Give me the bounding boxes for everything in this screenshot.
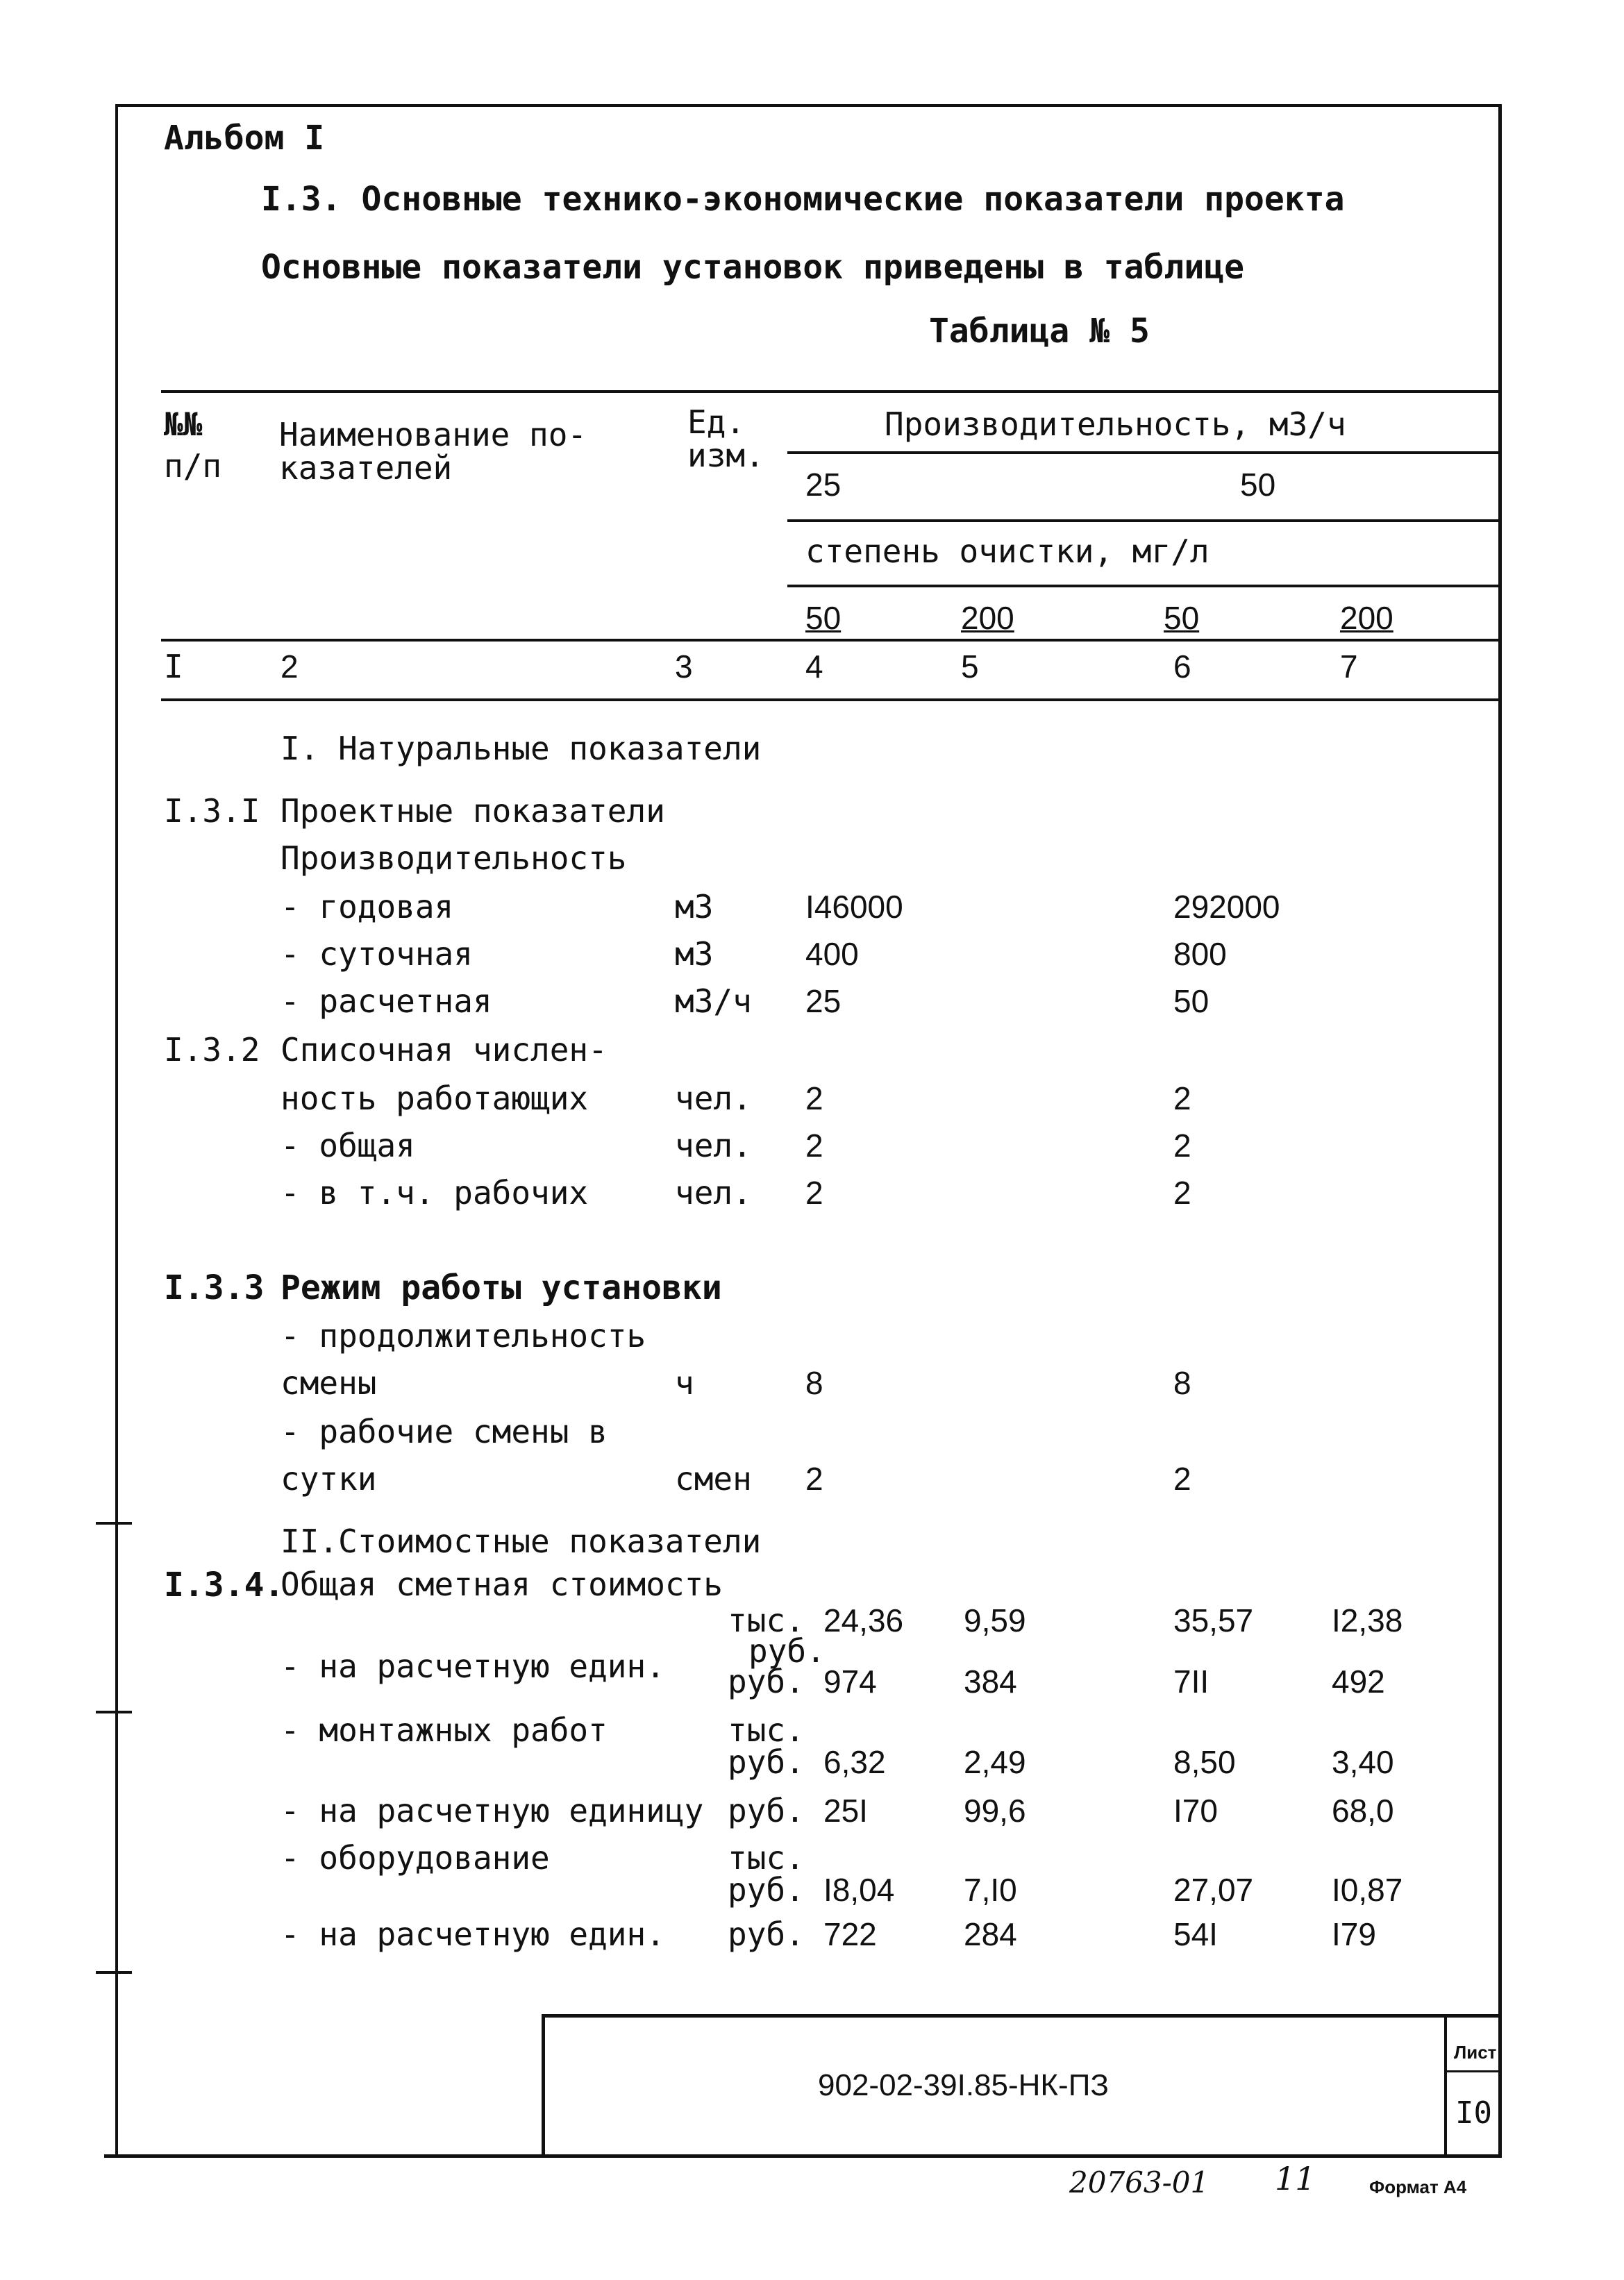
col-name-header: Наименование по- <box>279 416 587 453</box>
install-v4: 3,40 <box>1332 1744 1394 1780</box>
install-unit-b: руб. <box>728 1743 805 1781</box>
col-name-header-2: казателей <box>279 449 453 487</box>
equip-unit-v4: I79 <box>1332 1916 1376 1952</box>
degree-bottom-rule <box>787 585 1498 587</box>
colnum-6: 6 <box>1173 648 1191 685</box>
unit-cost-v4: 492 <box>1332 1663 1385 1700</box>
equip-unit-unit: руб. <box>728 1916 805 1953</box>
frame-right <box>1498 104 1502 2158</box>
equip-unit-name: - на расчетную един. <box>281 1916 665 1953</box>
album-label: Альбом I <box>164 119 325 158</box>
shift-duration-b: смены <box>281 1364 377 1402</box>
productivity-header: Производительность, м3/ч <box>885 405 1346 443</box>
install-unit-v1: 25I <box>823 1793 868 1829</box>
equip-unit-v1: 722 <box>823 1916 877 1952</box>
section-natural: I. Натуральные показатели <box>281 730 762 767</box>
install-unit-unit: руб. <box>728 1792 805 1829</box>
col-num-header: №№ <box>164 405 203 443</box>
inventory-number: 20763-01 <box>1069 2165 1209 2199</box>
degree-200-a: 200 <box>961 600 1014 636</box>
shifts-a: - рабочие смены в <box>281 1413 608 1450</box>
degree-top-rule <box>787 519 1498 522</box>
binding-tick <box>96 1971 132 1974</box>
table-label: Таблица № 5 <box>929 312 1150 351</box>
row-name-132-a: Списочная числен- <box>281 1031 608 1068</box>
prod-25: 25 <box>805 467 842 503</box>
install-unit-name: - на расчетную единицу <box>281 1792 704 1829</box>
row-132-v2: 2 <box>1173 1080 1191 1116</box>
equip-v2: 7,I0 <box>964 1872 1017 1908</box>
doc-code: 902-02-39I.85-НК-ПЗ <box>818 2068 1109 2102</box>
unit-cost-unit: руб. <box>728 1663 805 1700</box>
stamp-left <box>542 2014 545 2157</box>
equip-v4: I0,87 <box>1332 1872 1403 1908</box>
shift-duration-unit: ч <box>675 1364 694 1402</box>
sheet-number: I0 <box>1455 2095 1492 2131</box>
frame-bottom <box>104 2154 1501 2158</box>
calc-unit: м3/ч <box>675 982 752 1020</box>
equip-name: - оборудование <box>281 1839 550 1877</box>
install-unit-v3: I70 <box>1173 1793 1218 1829</box>
degree-50-b: 50 <box>1164 600 1200 636</box>
stamp-sheet-rule <box>1444 2070 1500 2072</box>
colnum-3: 3 <box>675 648 693 685</box>
colnum-1: I <box>164 648 183 685</box>
col-unit-header: Ед. <box>687 403 746 441</box>
equip-unit-v2: 284 <box>964 1916 1017 1952</box>
degree-200-b: 200 <box>1340 600 1393 636</box>
daily-unit: м3 <box>675 935 714 973</box>
shifts-v2: 2 <box>1173 1461 1191 1497</box>
row-num-131: I.3.I <box>164 792 260 830</box>
equip-unit-b: руб. <box>728 1871 805 1909</box>
annual-v1: I46000 <box>805 889 903 925</box>
colnum-7: 7 <box>1340 648 1358 685</box>
colnum-5: 5 <box>961 648 979 685</box>
shift-duration-v1: 8 <box>805 1365 823 1401</box>
sheet-label: Лист <box>1454 2042 1497 2063</box>
total-name: - общая <box>281 1127 415 1164</box>
workers-unit: чел. <box>675 1174 752 1212</box>
workers-name: - в т.ч. рабочих <box>281 1174 589 1212</box>
daily-v1: 400 <box>805 936 859 972</box>
row-name-132-b: ность работающих <box>281 1080 589 1117</box>
install-v2: 2,49 <box>964 1744 1026 1780</box>
prod-50: 50 <box>1240 467 1276 503</box>
cost-v2: 9,59 <box>964 1602 1026 1638</box>
page-mark: 11 <box>1275 2160 1316 2197</box>
equip-v3: 27,07 <box>1173 1872 1254 1908</box>
daily-name: - суточная <box>281 935 473 973</box>
total-unit: чел. <box>675 1127 752 1164</box>
cost-unit-b: руб. <box>748 1632 826 1670</box>
colnum-2: 2 <box>281 648 299 685</box>
annual-name: - годовая <box>281 888 454 925</box>
frame-top <box>115 104 1501 107</box>
shifts-unit: смен <box>675 1460 752 1498</box>
col-unit-header-2: изм. <box>687 437 764 474</box>
colnum-bottom-rule <box>161 698 1498 701</box>
row-name-131: Проектные показатели <box>281 792 665 830</box>
head-bottom-rule <box>161 639 1498 642</box>
equip-unit-a: тыс. <box>728 1839 805 1877</box>
prod-label: Производительность <box>281 839 627 877</box>
unit-cost-v1: 974 <box>823 1663 877 1700</box>
unit-cost-v3: 7II <box>1173 1663 1209 1700</box>
shifts-v1: 2 <box>805 1461 823 1497</box>
row-132-v1: 2 <box>805 1080 823 1116</box>
row-132-unit: чел. <box>675 1080 752 1117</box>
table-top-rule <box>161 390 1498 393</box>
format-label: Формат А4 <box>1369 2177 1467 2197</box>
install-unit-a: тыс. <box>728 1711 805 1749</box>
cost-unit-a: тыс. <box>728 1602 805 1639</box>
section-cost: II.Стоимостные показатели <box>281 1523 762 1560</box>
install-unit-v4: 68,0 <box>1332 1793 1394 1829</box>
cost-v1: 24,36 <box>823 1602 904 1638</box>
shift-duration-v2: 8 <box>1173 1365 1191 1401</box>
daily-v2: 800 <box>1173 936 1227 972</box>
workers-v2: 2 <box>1173 1175 1191 1211</box>
row-name-133: Режим работы установки <box>281 1268 722 1307</box>
row-num-132: I.3.2 <box>164 1031 260 1068</box>
colnum-4: 4 <box>805 648 823 685</box>
shifts-b: сутки <box>281 1460 377 1498</box>
workers-v1: 2 <box>805 1175 823 1211</box>
row-num-133: I.3.3 <box>164 1268 265 1307</box>
equip-v1: I8,04 <box>823 1872 895 1908</box>
install-v3: 8,50 <box>1173 1744 1236 1780</box>
degree-header: степень очистки, мг/л <box>805 533 1209 570</box>
unit-cost-v2: 384 <box>964 1663 1017 1700</box>
cost-v4: I2,38 <box>1332 1602 1403 1638</box>
calc-v2: 50 <box>1173 983 1209 1019</box>
annual-unit: м3 <box>675 888 714 925</box>
binding-tick <box>96 1522 132 1525</box>
install-name: - монтажных работ <box>281 1711 608 1749</box>
annual-v2: 292000 <box>1173 889 1280 925</box>
install-v1: 6,32 <box>823 1744 886 1780</box>
prod-rule <box>787 451 1498 454</box>
cost-v3: 35,57 <box>1173 1602 1254 1638</box>
total-v1: 2 <box>805 1128 823 1164</box>
col-num-header-2: п/п <box>164 447 222 485</box>
calc-name: - расчетная <box>281 982 492 1020</box>
frame-left <box>115 106 118 2157</box>
binding-tick <box>96 1711 132 1713</box>
calc-v1: 25 <box>805 983 842 1019</box>
install-unit-v2: 99,6 <box>964 1793 1026 1829</box>
row-name-134: Общая сметная стоимость <box>281 1566 723 1603</box>
stamp-top <box>542 2014 1500 2018</box>
degree-50-a: 50 <box>805 600 842 636</box>
total-v2: 2 <box>1173 1128 1191 1164</box>
shift-duration-a: - продолжительность <box>281 1317 646 1355</box>
stamp-divider <box>1444 2014 1447 2157</box>
row-num-134: I.3.4. <box>164 1566 285 1604</box>
unit-cost-name: - на расчетную един. <box>281 1648 665 1685</box>
intro-text: Основные показатели установок приведены в таблице <box>261 248 1245 287</box>
section-title: I.3. Основные технико-экономические показатели проекта <box>261 180 1345 219</box>
equip-unit-v3: 54I <box>1173 1916 1218 1952</box>
